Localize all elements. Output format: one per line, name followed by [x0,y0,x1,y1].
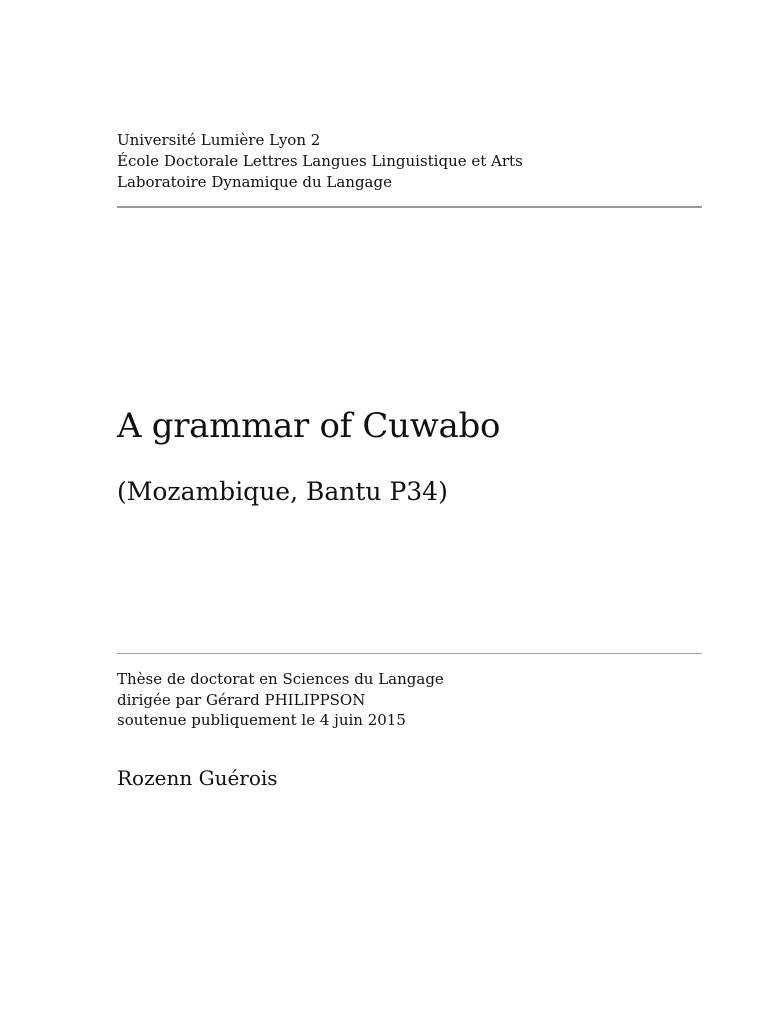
thesis-subtitle: (Mozambique, Bantu P34) [117,477,448,506]
defense-line: soutenue publiquement le 4 juin 2015 [117,711,406,729]
degree-line: Thèse de doctorat en Sciences du Langage [117,670,444,688]
top-divider [117,206,702,208]
institution-block [117,130,707,193]
supervisor-line: dirigée par Gérard PHILIPPSON [117,690,366,709]
doctoral-school-name: École Doctorale Lettres Langues Linguistique et Arts [117,152,523,170]
thesis-info-block [117,669,707,731]
university-name: Université Lumière Lyon 2 [117,131,321,149]
laboratory-name: Laboratoire Dynamique du Langage [117,173,392,191]
bottom-divider [117,653,702,654]
author-name: Rozenn Guérois [117,766,278,790]
thesis-title: A grammar of Cuwabo [117,406,501,446]
